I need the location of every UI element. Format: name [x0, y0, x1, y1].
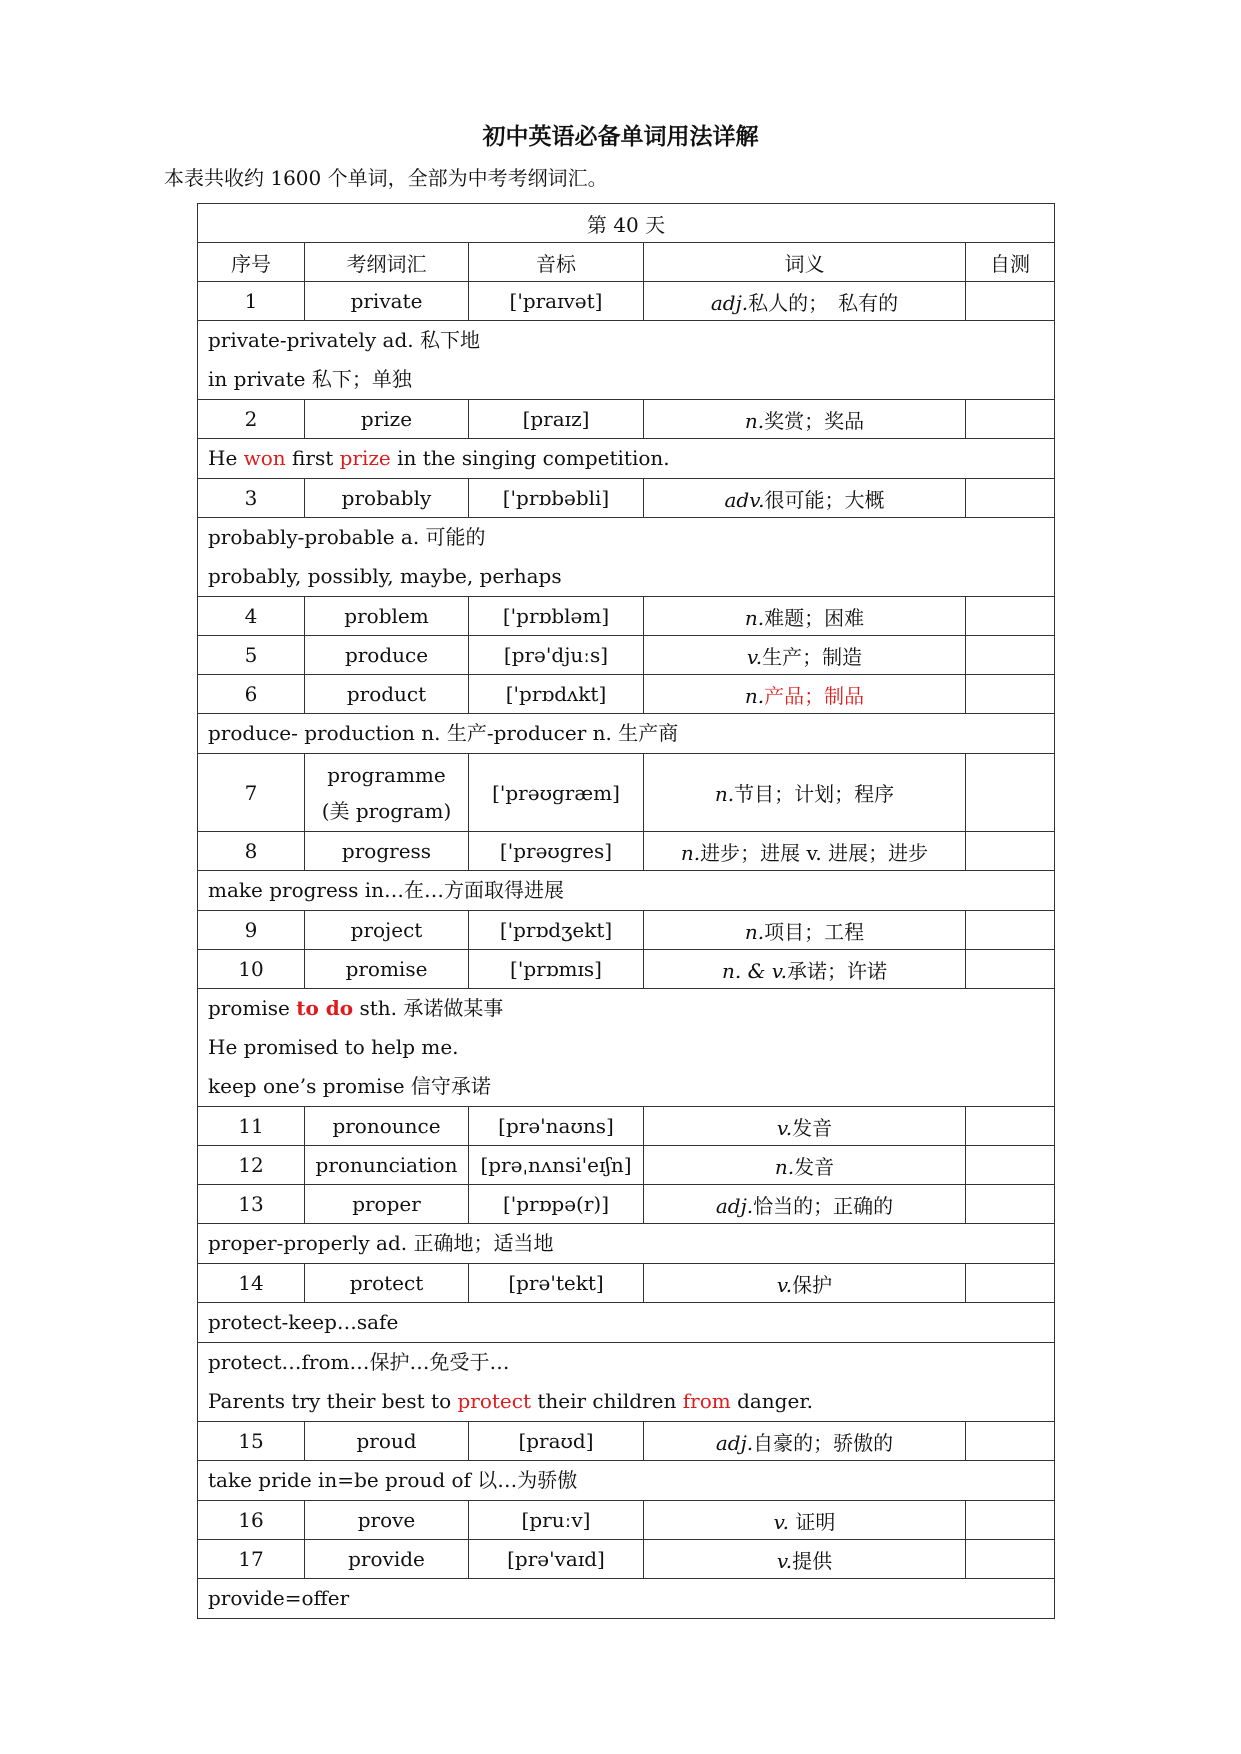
- word-row: [198, 832, 1055, 871]
- word-text: pronunciation: [315, 1153, 458, 1177]
- note-line: [208, 1067, 1044, 1106]
- note-text: Parents try their best to: [208, 1389, 458, 1413]
- usage-note: [198, 1579, 1055, 1619]
- part-of-speech: n.: [680, 840, 701, 865]
- word-row: [198, 1422, 1055, 1461]
- word-phonetic: [praʊd]: [469, 1422, 644, 1461]
- page-title: 初中英语必备单词用法详解: [482, 124, 759, 150]
- word-text: promise: [345, 957, 428, 981]
- meaning-text: 承诺；许诺: [787, 958, 888, 983]
- note-line: probably-probable a. 可能的: [208, 525, 486, 549]
- word-meaning: [644, 597, 966, 636]
- meaning-text: 产品；制品: [764, 683, 865, 708]
- word-cell: [305, 479, 469, 518]
- usage-note: [198, 989, 1055, 1107]
- word-phonetic: ['prəʊgres]: [469, 832, 644, 871]
- meaning-text: 奖赏；奖品: [764, 408, 865, 433]
- word-phonetic: [prə'djuːs]: [469, 636, 644, 675]
- note-row: [198, 1343, 1055, 1422]
- word-meaning: [644, 1540, 966, 1579]
- word-row: [198, 754, 1055, 832]
- word-cell: [305, 754, 469, 832]
- meaning-text: 发音: [794, 1154, 835, 1179]
- meaning-text: 发音: [792, 1115, 833, 1140]
- note-row: [198, 518, 1055, 597]
- word-meaning: [644, 832, 966, 871]
- self-test-cell[interactable]: [966, 636, 1055, 675]
- usage-note: [198, 1461, 1055, 1501]
- note-line: probably, possibly, maybe, perhaps: [208, 564, 562, 588]
- word-number: 7: [198, 754, 305, 832]
- vocab-table: [197, 203, 1055, 1619]
- word-cell: [305, 832, 469, 871]
- word-phonetic: [prə'tekt]: [469, 1264, 644, 1303]
- note-row: [198, 321, 1055, 400]
- word-row: [198, 675, 1055, 714]
- self-test-cell[interactable]: [966, 675, 1055, 714]
- word-meaning: [644, 1185, 966, 1224]
- highlight-text: prize: [339, 446, 391, 470]
- word-text: programme: [327, 762, 446, 787]
- word-number: 2: [198, 400, 305, 439]
- meaning-text: 提供: [792, 1548, 833, 1573]
- note-line: produce- production n. 生产-producer n. 生产商: [208, 721, 679, 745]
- meaning-text: 很可能；大概: [764, 487, 885, 512]
- word-text: pronounce: [332, 1114, 441, 1138]
- word-row: [198, 1540, 1055, 1579]
- self-test-cell[interactable]: [966, 911, 1055, 950]
- note-line: [208, 1343, 1044, 1382]
- word-number: 9: [198, 911, 305, 950]
- word-meaning: [644, 1107, 966, 1146]
- note-row: [198, 714, 1055, 754]
- header-row: [198, 243, 1055, 282]
- meaning-text: 难题；困难: [764, 605, 865, 630]
- self-test-cell[interactable]: [966, 1422, 1055, 1461]
- part-of-speech: v.: [746, 644, 763, 669]
- meaning-text: 私人的； 私有的: [748, 290, 899, 315]
- word-cell: [305, 1501, 469, 1540]
- word-phonetic: ['prɒbləm]: [469, 597, 644, 636]
- usage-note: [198, 321, 1055, 400]
- word-cell: [305, 1107, 469, 1146]
- highlight-text: protect: [457, 1389, 531, 1413]
- word-phonetic: ['prɒdʌkt]: [469, 675, 644, 714]
- usage-note: [198, 1303, 1055, 1343]
- note-text: their children: [531, 1389, 683, 1413]
- self-test-cell[interactable]: [966, 1107, 1055, 1146]
- word-text: provide: [348, 1547, 425, 1571]
- part-of-speech: n. & v.: [721, 958, 788, 983]
- note-row: [198, 1461, 1055, 1501]
- note-text: sth. 承诺做某事: [353, 996, 504, 1020]
- highlight-text: to do: [296, 996, 354, 1020]
- intro-text: 本表共收约 1600 个单词，全部为中考考纲词汇。: [164, 166, 608, 190]
- word-cell: [305, 282, 469, 321]
- word-cell: [305, 675, 469, 714]
- word-row: [198, 636, 1055, 675]
- meaning-text: 节目；计划；程序: [734, 782, 895, 806]
- word-text: produce: [344, 643, 429, 667]
- word-text: progress: [341, 839, 432, 863]
- usage-note: [198, 871, 1055, 911]
- self-test-cell[interactable]: [966, 1146, 1055, 1185]
- word-phonetic: [pruːv]: [469, 1501, 644, 1540]
- part-of-speech: adj.: [715, 1193, 754, 1218]
- word-row: [198, 1107, 1055, 1146]
- word-phonetic: [prə'vaɪd]: [469, 1540, 644, 1579]
- word-number: 5: [198, 636, 305, 675]
- word-number: 10: [198, 950, 305, 989]
- word-cell: [305, 1264, 469, 1303]
- word-phonetic: ['prɒdʒekt]: [469, 911, 644, 950]
- header-phonetic: 音标: [469, 243, 644, 282]
- word-meaning: [644, 400, 966, 439]
- word-phonetic: [prə'naʊns]: [469, 1107, 644, 1146]
- word-phonetic: [prəˌnʌnsi'eɪʃn]: [469, 1146, 644, 1185]
- note-row: [198, 1303, 1055, 1343]
- note-row: [198, 1579, 1055, 1619]
- highlight-text: from: [682, 1389, 731, 1413]
- part-of-speech: adj.: [715, 1430, 754, 1455]
- usage-note: [198, 1224, 1055, 1264]
- word-number: 13: [198, 1185, 305, 1224]
- word-phonetic: ['prɒbəbli]: [469, 479, 644, 518]
- part-of-speech: adv.: [724, 487, 765, 512]
- word-meaning: [644, 1146, 966, 1185]
- word-meaning: [644, 754, 966, 832]
- word-row: [198, 1501, 1055, 1540]
- note-line: private-privately ad. 私下地: [208, 328, 480, 352]
- self-test-cell[interactable]: [966, 832, 1055, 871]
- word-number: 12: [198, 1146, 305, 1185]
- word-meaning: [644, 1422, 966, 1461]
- word-phonetic: [praɪz]: [469, 400, 644, 439]
- note-line: [208, 1382, 1044, 1421]
- part-of-speech: n.: [714, 782, 735, 806]
- word-row: [198, 1185, 1055, 1224]
- word-cell: [305, 597, 469, 636]
- note-text: in the singing competition.: [390, 446, 670, 470]
- part-of-speech: n.: [774, 1154, 795, 1179]
- word-row: [198, 597, 1055, 636]
- header-meaning: 词义: [644, 243, 966, 282]
- word-meaning: [644, 636, 966, 675]
- note-row: [198, 871, 1055, 911]
- note-line: [208, 989, 1044, 1028]
- word-number: 14: [198, 1264, 305, 1303]
- note-row: [198, 989, 1055, 1107]
- note-line: proper-properly ad. 正确地；适当地: [208, 1231, 554, 1255]
- note-line: make progress in…在…方面取得进展: [208, 878, 564, 902]
- word-row: [198, 950, 1055, 989]
- part-of-speech: n.: [744, 408, 765, 433]
- word-row: [198, 479, 1055, 518]
- meaning-text: 进步；进展 v. 进展；进步: [700, 840, 929, 865]
- meaning-text: 恰当的；正确的: [753, 1193, 894, 1218]
- part-of-speech: v.: [776, 1272, 793, 1297]
- note-text: keep one’s promise 信守承诺: [208, 1074, 491, 1098]
- word-meaning: [644, 479, 966, 518]
- word-row: [198, 1264, 1055, 1303]
- day-row: [198, 204, 1055, 243]
- note-line: provide=offer: [208, 1586, 350, 1610]
- note-line: [208, 439, 1044, 478]
- word-cell: [305, 950, 469, 989]
- self-test-cell[interactable]: [966, 282, 1055, 321]
- word-cell: [305, 1540, 469, 1579]
- word-variant: (美 program): [321, 798, 452, 823]
- highlight-text: won: [243, 446, 286, 470]
- note-text: protect…from…保护…免受于…: [208, 1350, 510, 1374]
- word-cell: [305, 400, 469, 439]
- usage-note: [198, 518, 1055, 597]
- self-test-cell[interactable]: [966, 597, 1055, 636]
- word-cell: [305, 636, 469, 675]
- part-of-speech: adj.: [710, 290, 749, 315]
- self-test-cell[interactable]: [966, 400, 1055, 439]
- word-number: 15: [198, 1422, 305, 1461]
- header-num: 序号: [198, 243, 305, 282]
- word-meaning: [644, 911, 966, 950]
- usage-note: [198, 439, 1055, 479]
- day-label: 第 40 天: [198, 204, 1055, 243]
- word-phonetic: ['prɒmɪs]: [469, 950, 644, 989]
- word-number: 11: [198, 1107, 305, 1146]
- word-number: 6: [198, 675, 305, 714]
- header-test: 自测: [966, 243, 1055, 282]
- word-meaning: [644, 950, 966, 989]
- word-number: 1: [198, 282, 305, 321]
- note-line: take pride in=be proud of 以…为骄傲: [208, 1468, 578, 1492]
- part-of-speech: n.: [744, 683, 765, 708]
- self-test-cell[interactable]: [966, 1185, 1055, 1224]
- word-number: 3: [198, 479, 305, 518]
- note-text: He promised to help me.: [208, 1035, 459, 1059]
- word-number: 16: [198, 1501, 305, 1540]
- word-row: [198, 400, 1055, 439]
- word-cell: [305, 1422, 469, 1461]
- note-row: [198, 439, 1055, 479]
- word-text: problem: [344, 604, 429, 628]
- word-text: proud: [356, 1429, 417, 1453]
- word-phonetic: ['praɪvət]: [469, 282, 644, 321]
- word-number: 4: [198, 597, 305, 636]
- word-text: product: [346, 682, 427, 706]
- part-of-speech: n.: [744, 919, 765, 944]
- word-number: 17: [198, 1540, 305, 1579]
- meaning-text: 保护: [792, 1272, 833, 1297]
- word-text: prove: [357, 1508, 416, 1532]
- meaning-text: 证明: [788, 1509, 836, 1534]
- word-meaning: [644, 282, 966, 321]
- word-cell: [305, 911, 469, 950]
- word-meaning: [644, 1501, 966, 1540]
- word-number: 8: [198, 832, 305, 871]
- word-text: proper: [352, 1192, 421, 1216]
- word-row: [198, 282, 1055, 321]
- meaning-text: 自豪的；骄傲的: [753, 1430, 894, 1455]
- self-test-cell[interactable]: [966, 754, 1055, 832]
- part-of-speech: n.: [744, 605, 765, 630]
- self-test-cell[interactable]: [966, 950, 1055, 989]
- word-row: [198, 911, 1055, 950]
- note-line: protect-keep…safe: [208, 1310, 399, 1334]
- note-text: He: [208, 446, 244, 470]
- word-phonetic: ['prɒpə(r)]: [469, 1185, 644, 1224]
- word-row: [198, 1146, 1055, 1185]
- word-text: prize: [360, 407, 413, 431]
- word-phonetic: ['prəʊgræm]: [469, 754, 644, 832]
- self-test-cell[interactable]: [966, 1540, 1055, 1579]
- word-meaning: [644, 675, 966, 714]
- word-text: private: [350, 289, 423, 313]
- part-of-speech: v.: [776, 1115, 793, 1140]
- usage-note: [198, 1343, 1055, 1422]
- note-row: [198, 1224, 1055, 1264]
- note-text: danger.: [730, 1389, 814, 1413]
- word-text: protect: [349, 1271, 424, 1295]
- self-test-cell[interactable]: [966, 1501, 1055, 1540]
- word-cell: [305, 1185, 469, 1224]
- self-test-cell[interactable]: [966, 1264, 1055, 1303]
- self-test-cell[interactable]: [966, 479, 1055, 518]
- note-line: [208, 1028, 1044, 1067]
- meaning-text: 生产；制造: [762, 644, 863, 669]
- word-text: project: [350, 918, 423, 942]
- meaning-text: 项目；工程: [764, 919, 865, 944]
- note-line: in private 私下；单独: [208, 367, 412, 391]
- note-text: promise: [208, 996, 297, 1020]
- word-meaning: [644, 1264, 966, 1303]
- word-text: probably: [341, 486, 432, 510]
- word-cell: [305, 1146, 469, 1185]
- note-text: first: [285, 446, 340, 470]
- part-of-speech: v.: [776, 1548, 793, 1573]
- header-word: 考纲词汇: [305, 243, 469, 282]
- part-of-speech: v.: [773, 1509, 789, 1534]
- usage-note: [198, 714, 1055, 754]
